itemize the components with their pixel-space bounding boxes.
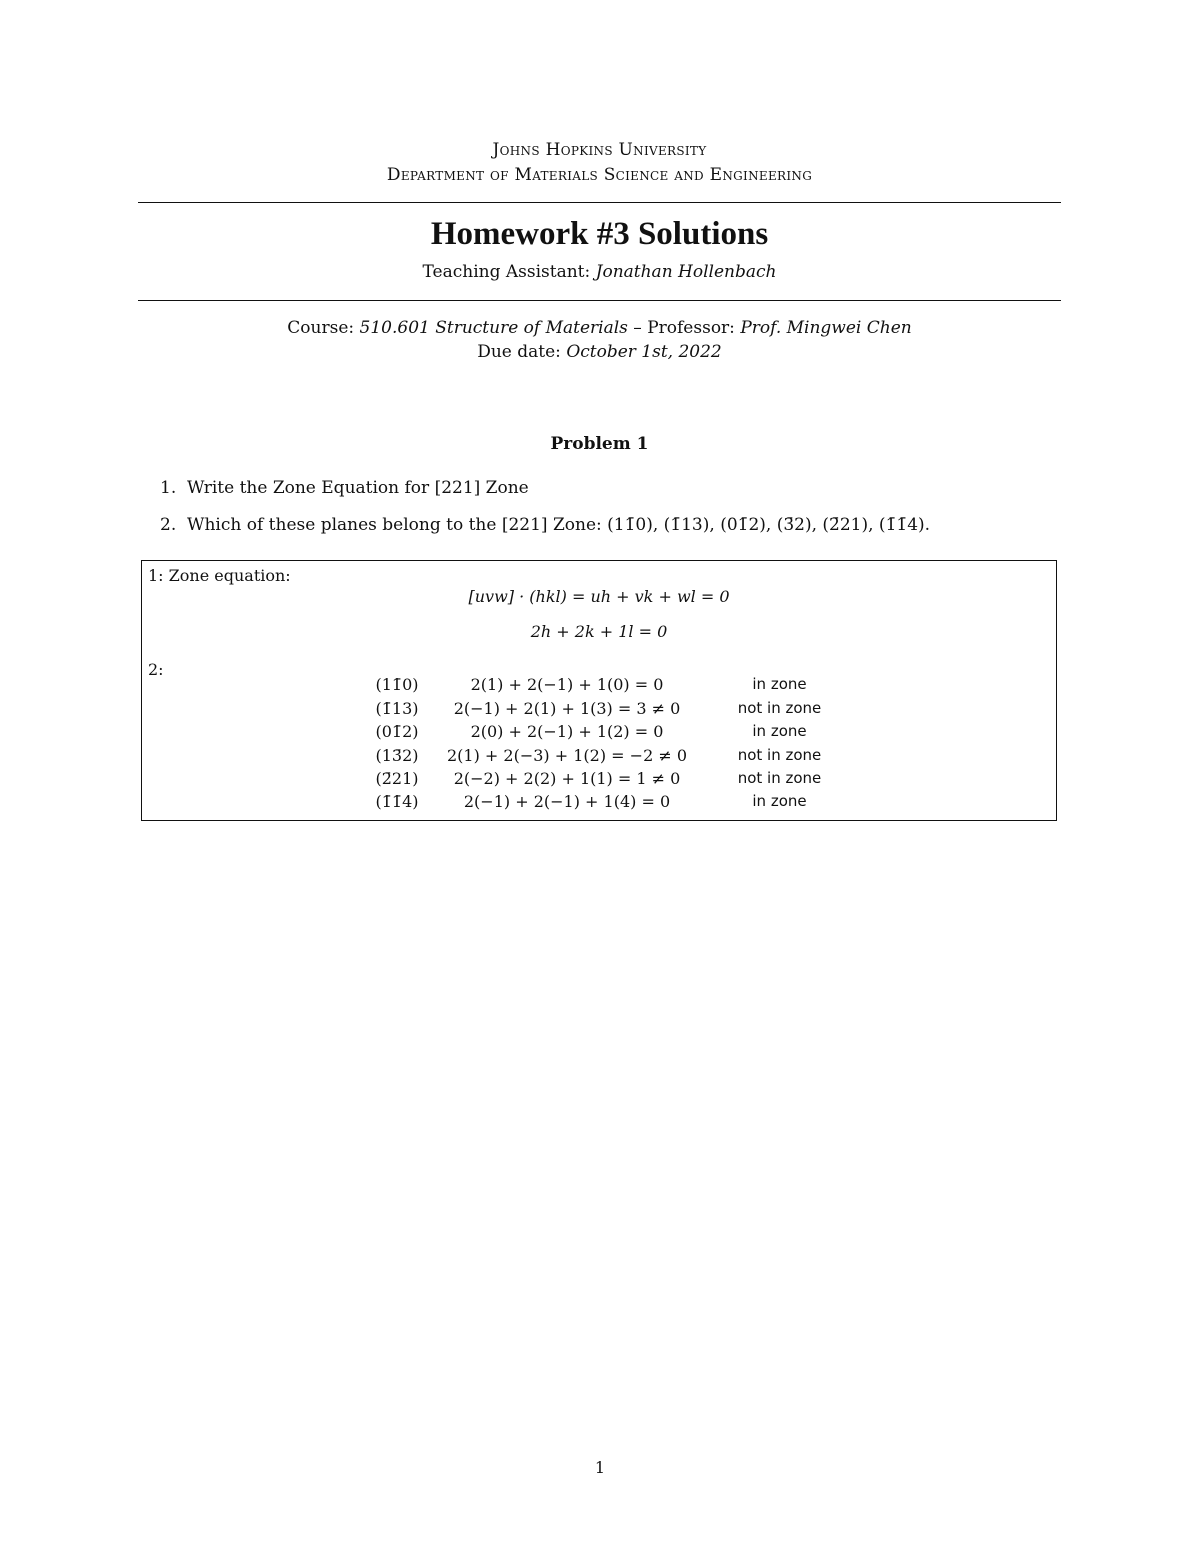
result-cell: in zone bbox=[752, 675, 807, 693]
bottom-rule bbox=[138, 300, 1061, 301]
question-item bbox=[160, 478, 529, 498]
course-value: 510.601 Structure of Materials bbox=[359, 318, 628, 338]
calc-cell: 2(−1) + 2(−1) + 1(4) = 0 bbox=[463, 792, 671, 811]
result-cell: not in zone bbox=[737, 769, 822, 787]
plane-cell: (1̄1̄4) bbox=[375, 792, 419, 811]
plane-cell: (01̄2) bbox=[375, 722, 419, 741]
table-row bbox=[142, 722, 1058, 745]
question-item bbox=[160, 515, 930, 535]
table-row bbox=[142, 746, 1058, 769]
result-cell: not in zone bbox=[737, 699, 822, 717]
course-label: Course: bbox=[287, 318, 355, 338]
teaching-assistant-line bbox=[138, 262, 1061, 282]
page-number: 1 bbox=[594, 1458, 606, 1477]
university-name: Johns Hopkins University bbox=[492, 140, 707, 160]
plane-cell: (11̄0) bbox=[375, 675, 419, 694]
course-dash: – bbox=[627, 318, 648, 338]
table-row bbox=[142, 675, 1058, 698]
calc-cell: 2(0) + 2(−1) + 1(2) = 0 bbox=[470, 722, 664, 741]
page-title: Homework #3 Solutions bbox=[430, 216, 769, 252]
table-row bbox=[142, 699, 1058, 722]
professor-name: Prof. Mingwei Chen bbox=[740, 318, 912, 338]
result-cell: in zone bbox=[752, 722, 807, 740]
question-number: 1. bbox=[160, 478, 177, 498]
part1-label: 1: Zone equation: bbox=[148, 566, 291, 585]
plane-cell: (1̄13) bbox=[375, 699, 419, 718]
plane-cell: (2̄21) bbox=[375, 769, 419, 788]
result-cell: in zone bbox=[752, 792, 807, 810]
due-value: October 1st, 2022 bbox=[566, 342, 722, 362]
calc-cell: 2(−2) + 2(2) + 1(1) = 1 ≠ 0 bbox=[453, 769, 681, 788]
professor-label: Professor: bbox=[647, 318, 735, 338]
calc-cell: 2(1) + 2(−3) + 1(2) = −2 ≠ 0 bbox=[446, 746, 687, 765]
course-line bbox=[138, 318, 1061, 338]
zone-equation-specific: 2h + 2k + 1l = 0 bbox=[530, 622, 668, 641]
calc-cell: 2(−1) + 2(1) + 1(3) = 3 ≠ 0 bbox=[453, 699, 681, 718]
ta-label: Teaching Assistant: bbox=[422, 262, 591, 282]
zone-equation-general: [uvw] · (hkl) = uh + vk + wl = 0 bbox=[468, 587, 730, 606]
top-rule bbox=[138, 202, 1061, 203]
due-date-line bbox=[138, 342, 1061, 362]
plane-cell: (13̄2) bbox=[375, 746, 419, 765]
solution-box bbox=[141, 560, 1057, 821]
question-text: Which of these planes belong to the [221] Zone: (11̄0), (1̄13), (01̄2), (3̄2), (2̄21), (1̄1̄4). bbox=[187, 515, 931, 535]
part2-label: 2: bbox=[148, 660, 164, 679]
ta-name: Jonathan Hollenbach bbox=[595, 262, 777, 282]
due-label: Due date: bbox=[477, 342, 561, 362]
table-row bbox=[142, 769, 1058, 792]
table-row bbox=[142, 792, 1058, 815]
problem-heading: Problem 1 bbox=[550, 434, 649, 454]
result-cell: not in zone bbox=[737, 746, 822, 764]
question-number: 2. bbox=[160, 515, 177, 535]
question-text: Write the Zone Equation for [221] Zone bbox=[187, 478, 529, 498]
department-name: Department of Materials Science and Engineering bbox=[386, 165, 813, 185]
calc-cell: 2(1) + 2(−1) + 1(0) = 0 bbox=[470, 675, 664, 694]
